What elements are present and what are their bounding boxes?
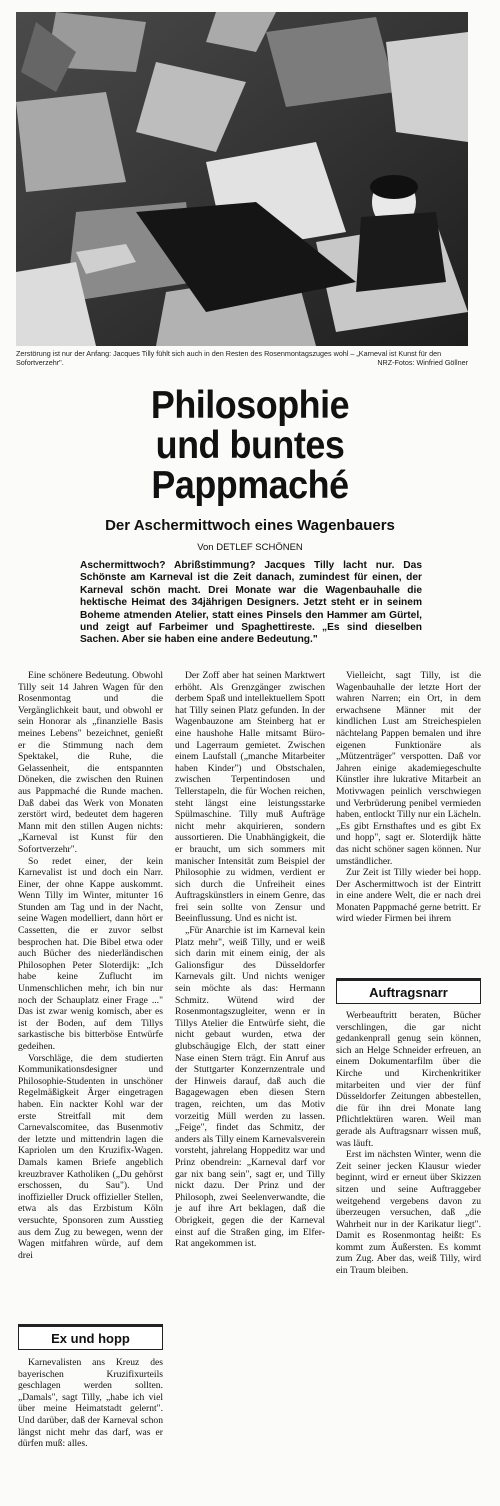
paragraph: Vielleicht, sagt Tilly, ist die Wagenbauhalle der letzte Hort der wahren Narren; ein Ort, in dem erwachsene Männer mit der kindlichen Lust am Streichespielen nächtelang Pappen bemalen und ihre eigenen Funktionäre als „Mützenträger" verspotten. Daß vor Jahren einige akademiegeschulte Künstler ihre lukrative Mitarbeit an Motivwagen peinlich verschwiegen und Verbrüderung penibel vermieden haben, entlockt Tilly nur ein Lächeln. „Es gibt Ernsthaftes und es gibt Ex und hopp", sagt er. Sloterdijk hätte das nicht schöner sagen können. Nur umständlicher. xyxy=(336,670,481,867)
paragraph: Karnevalisten ans Kreuz des bayerischen Kruzifixurteils geschlagen werden sollten. „Damals", sagt Tilly, „habe ich viel über meine Heimatstadt gelernt". Und darüber, daß der Karneval schon längst nicht mehr das darf, was er dürfen muß: alles. xyxy=(18,1357,163,1450)
paragraph: Zur Zeit ist Tilly wieder bei hopp. Der Aschermittwoch ist der Eintritt in eine andere Welt, die er nach drei Monaten Pappmaché gerne betritt. Er wird wieder Firmen bei ihrem xyxy=(336,867,481,925)
subheadline: Der Aschermittwoch eines Wagenbauers xyxy=(105,517,395,534)
article-column-3 xyxy=(336,670,481,925)
article-column-3-continued xyxy=(336,1010,481,1277)
paragraph: Werbeauftritt beraten, Bücher verschlingen, die gar nicht gedankenprall genug sein können, sich an Helge Schneider erfreuen, an einem Dokumentarfilm über die Kirche und Kirchenkritiker mitarbeiten und vier der fünf Düsseldorfer Zeitungen abbestellen, die für ihn drei Monate lang Pflichtlektüren waren. Weil man gerade als Auftragsnarr wissen muß, was läuft. xyxy=(336,1010,481,1149)
photo-image xyxy=(16,12,468,346)
section-heading-ex-und-hopp: Ex und hopp xyxy=(18,1324,163,1350)
paragraph: Eine schönere Bedeutung. Obwohl Tilly seit 14 Jahren Wagen für den Rosenmontag und die Vergänglichkeit baut, und obwohl er sein Honorar als „finanzielle Basis meines Lebens" bezeichnet, genießt er die Stimmung nach dem Spektakel, die Ruhe, die Gelassenheit, die entspannten Döneken, die zwischen den Ruinen aus Pappmaché die Runde machen. Daß dabei das Werk von Monaten zerstört wird, bedeutet dem hageren Mann mit den stillen Augen nichts: „Karneval ist Kunst für den Sofortverzehr". xyxy=(18,670,163,855)
headline-line-3: Pappmaché xyxy=(151,464,349,507)
paragraph: Erst im nächsten Winter, wenn die Zeit seiner jecken Klausur wieder beginnt, wird er erneut über Skizzen sitzen und seine Auftraggeber weitgehend vergebens davon zu überzeugen versuchen, daß „die Wahrheit nur in der Karikatur liegt". Damit es Rosenmontag heißt: Es kommt zum Äußersten. Es kommt zum Zug. Aber das, weiß Tilly, wird ein Traum bleiben. xyxy=(336,1149,481,1277)
headline xyxy=(0,386,500,506)
paragraph: So redet einer, der kein Karnevalist ist und doch ein Narr. Einer, der ohne Kappe auskommt. Wenn Tilly im Winter, mitunter 16 Stunden am Tag und in der Nacht, seine Wagen modelliert, dann hört er Cassetten, die er zuvor selbst besprochen hat. Die Bibel etwa oder auch Bücher des niederländischen Philosophen Peter Sloterdijk: „Ich habe keine Zuflucht im Unmenschlichen mehr, ich bin nur noch der Schauplatz einer Frage ..." Das ist zwar wenig komisch, aber es ist der Boden, auf dem Tillys sarkastische bis bitterböse Entwürfe gedeihen. xyxy=(18,855,163,1052)
paragraph: „Für Anarchie ist im Karneval kein Platz mehr", weiß Tilly, und er weiß sich darin mit einem einig, der als Galionsfigur des Düsseldorfer Karnevals gilt. Und nichts weniger sein möchte als das: Hermann Schmitz. Wütend wird der Rosenmontagszugleiter, wenn er in Tillys Atelier die Entwürfe sieht, die nicht gebaut wurden, etwa der glubschäugige Elch, der statt einer Nase einen Stern trägt. Ein Anruf aus der Stuttgarter Konzernzentrale und der Hinweis darauf, daß auch die Bagagewagen eben diesen Stern tragen, reichten, um das Motiv vorzeitig Müll werden zu lassen. „Feige", findet das Schmitz, der anders als Tilly einem Karnevalsverein vorsteht, jahrelang Hoppeditz war und Prinz obendrein: „Karneval darf vor gar nix bang sein", sagt er, und Tilly nickt dazu. Der Prinz und der Philosoph, zwei Seelenverwandte, die je auf ihre Art beklagen, daß die Obrigkeit, gegen die der Karneval einst auf die Straßen ging, im Elfer-Rat angekommen ist. xyxy=(175,925,325,1250)
byline: Von DETLEF SCHÖNEN xyxy=(197,542,303,553)
headline-line-2: und buntes xyxy=(155,424,345,467)
headline-line-1: Philosophie xyxy=(150,384,350,427)
paragraph: Vorschläge, die dem studierten Kommunikationsdesigner und Philosophie-Studenten in unschöner Regelmäßigkeit Ärger eingetragen haben. Ein nackter Kohl war der erste Streitfall mit dem Carnevalscomitee, das Busenmotiv der letzte und mittendrin lagen die Kapriolen um den Kruzifix-Wagen. Damals kamen Briefe angeblich kreuzbraver Katholiken („Du gehörst erschossen, du Sau"). Und inoffizieller Druck offizieller Stellen, etwa als das Erzbistum Köln versuchte, Sponsoren zum Ausstieg aus dem Zug zu bewegen, wenn der Wagen mitfahren würde, auf dem drei xyxy=(18,1052,163,1261)
section-heading-auftragsnarr: Auftragsnarr xyxy=(336,978,481,1004)
photo-credit: NRZ-Fotos: Winfried Göllner xyxy=(377,358,468,367)
photo-wagenbauhalle xyxy=(16,12,468,346)
photo-caption: Zerstörung ist nur der Anfang: Jacques Tilly fühlt sich auch in den Resten des Rosenmontagszuges wohl – „Karneval ist Kunst für den Sofortverzehr". xyxy=(16,349,442,367)
lead-paragraph: Aschermittwoch? Abrißstimmung? Jacques Tilly lacht nur. Das Schönste am Karneval ist die Zeit danach, zumindest für einen, der Karneval schön macht. Drei Monate war die Wagenbauhalle die hektische Heimat des 34jährigen Designers. Jetzt steht er in seinem Boheme atmenden Atelier, statt eines Pinsels den Hammer am Gürtel, und zeigt auf Farbeimer und Spaghettireste. „Es sind dieselben Sachen. Aber sie haben eine andere Bedeutung." xyxy=(80,560,422,646)
article-column-2 xyxy=(175,670,325,1250)
article-column-1-continued xyxy=(18,1357,163,1450)
paragraph: Der Zoff aber hat seinen Marktwert erhöht. Als Grenzgänger zwischen derbem Spaß und intellektuellem Spott hat Tilly seinen Platz gefunden. In der Wagenbauzone am Steinberg hat er eine haushohe Halle mitsamt Büro- und Lagerraum gemietet. Zwischen einem Laufstall („manche Mitarbeiter haben Kinder") und Obstschalen, zwischen Terpentindosen und Tellerstapeln, die für Wochen reichen, steht längst eine leistungsstarke Spülmaschine. Tilly muß Aufträge nicht mehr akquirieren, sondern aussortieren. Die Unabhängigkeit, die er braucht, um sich sommers mit manischer Intensität zum Beispiel der Philosophie zu widmen, verdient er sich durch die Unfreiheit eines Auftragskünstlers in einem Genre, das frei sein sollte von Zensur und Beeinflussung. Und es nicht ist. xyxy=(175,670,325,925)
article-column-1 xyxy=(18,670,163,1261)
